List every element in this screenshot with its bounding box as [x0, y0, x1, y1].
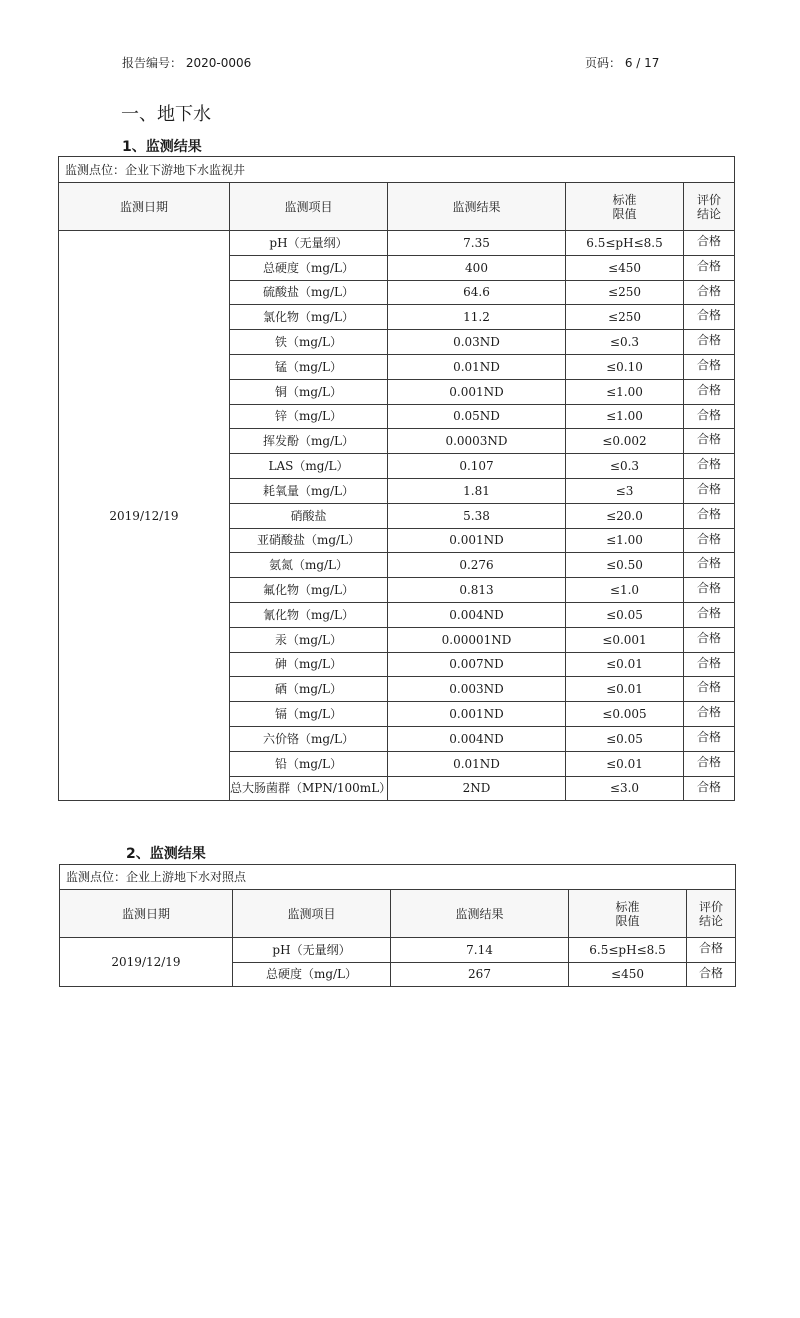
limit-cell: ≤250	[566, 280, 684, 305]
result-cell: 0.004ND	[388, 602, 566, 627]
result-cell: 7.35	[388, 231, 566, 256]
eval-cell: 合格	[684, 627, 735, 652]
limit-cell: ≤0.01	[566, 677, 684, 702]
item-cell: 六价铬（mg/L）	[230, 726, 388, 751]
eval-cell: 合格	[684, 379, 735, 404]
col-eval-header: 评价 结论	[687, 890, 736, 938]
eval-cell: 合格	[684, 404, 735, 429]
item-cell: LAS（mg/L）	[230, 454, 388, 479]
eval-cell: 合格	[684, 553, 735, 578]
result-cell: 0.004ND	[388, 726, 566, 751]
result-cell: 0.003ND	[388, 677, 566, 702]
eval-cell: 合格	[684, 726, 735, 751]
eval-cell: 合格	[684, 503, 735, 528]
item-cell: 挥发酚（mg/L）	[230, 429, 388, 454]
point-row	[59, 157, 735, 183]
limit-cell: ≤450	[566, 255, 684, 280]
result-cell: 0.03ND	[388, 330, 566, 355]
limit-cell: ≤3	[566, 478, 684, 503]
item-cell: 氨氮（mg/L）	[230, 553, 388, 578]
limit-cell: ≤0.50	[566, 553, 684, 578]
limit-cell: ≤20.0	[566, 503, 684, 528]
eval-cell: 合格	[684, 280, 735, 305]
report-number-value: 2020-0006	[185, 56, 252, 70]
results-table-1	[58, 156, 735, 801]
item-cell: 总硬度（mg/L）	[230, 255, 388, 280]
limit-cell: ≤0.05	[566, 602, 684, 627]
item-cell: 锰（mg/L）	[230, 354, 388, 379]
eval-cell: 合格	[684, 305, 735, 330]
eval-cell: 合格	[684, 702, 735, 727]
eval-cell: 合格	[684, 677, 735, 702]
section-1-heading: 1、监测结果	[122, 139, 202, 155]
eval-cell: 合格	[687, 962, 736, 987]
item-cell: 硒（mg/L）	[230, 677, 388, 702]
item-cell: 镉（mg/L）	[230, 702, 388, 727]
item-cell: 总硬度（mg/L）	[233, 962, 391, 987]
item-cell: 耗氧量（mg/L）	[230, 478, 388, 503]
result-cell: 11.2	[388, 305, 566, 330]
item-cell: 锌（mg/L）	[230, 404, 388, 429]
eval-cell: 合格	[684, 776, 735, 801]
limit-cell: ≤1.00	[566, 528, 684, 553]
result-cell: 0.007ND	[388, 652, 566, 677]
result-cell: 400	[388, 255, 566, 280]
limit-cell: ≤0.10	[566, 354, 684, 379]
limit-cell: ≤0.001	[566, 627, 684, 652]
limit-cell: ≤0.3	[566, 330, 684, 355]
limit-cell: 6.5≤pH≤8.5	[569, 938, 687, 963]
page-number-label: 页码：	[585, 56, 622, 70]
page-number	[585, 54, 659, 71]
result-cell: 0.107	[388, 454, 566, 479]
limit-cell: ≤3.0	[566, 776, 684, 801]
item-cell: 砷（mg/L）	[230, 652, 388, 677]
limit-cell: 6.5≤pH≤8.5	[566, 231, 684, 256]
eval-cell: 合格	[684, 429, 735, 454]
eval-cell: 合格	[684, 578, 735, 603]
limit-cell: ≤0.01	[566, 751, 684, 776]
report-number-label: 报告编号：	[122, 56, 183, 70]
result-cell: 0.05ND	[388, 404, 566, 429]
eval-cell: 合格	[684, 255, 735, 280]
result-cell: 2ND	[388, 776, 566, 801]
col-item-header: 监测项目	[230, 183, 388, 231]
result-cell: 0.276	[388, 553, 566, 578]
eval-cell: 合格	[684, 602, 735, 627]
result-cell: 0.001ND	[388, 702, 566, 727]
report-number	[122, 54, 251, 71]
item-cell: 硫酸盐（mg/L）	[230, 280, 388, 305]
col-item-header: 监测项目	[233, 890, 391, 938]
result-cell: 0.01ND	[388, 751, 566, 776]
result-cell: 0.813	[388, 578, 566, 603]
item-cell: pH（无量纲）	[233, 938, 391, 963]
item-cell: pH（无量纲）	[230, 231, 388, 256]
item-cell: 氯化物（mg/L）	[230, 305, 388, 330]
point-row	[60, 865, 736, 890]
table-row	[60, 938, 736, 963]
limit-cell: ≤0.002	[566, 429, 684, 454]
result-cell: 5.38	[388, 503, 566, 528]
results-table-2	[59, 864, 736, 987]
result-cell: 1.81	[388, 478, 566, 503]
eval-cell: 合格	[684, 231, 735, 256]
col-limit-header: 标准 限值	[569, 890, 687, 938]
result-cell: 0.01ND	[388, 354, 566, 379]
limit-cell: ≤1.00	[566, 379, 684, 404]
limit-cell: ≤0.005	[566, 702, 684, 727]
limit-cell: ≤250	[566, 305, 684, 330]
limit-cell: ≤0.3	[566, 454, 684, 479]
eval-cell: 合格	[684, 454, 735, 479]
header-row	[60, 890, 736, 938]
result-cell: 0.001ND	[388, 528, 566, 553]
eval-cell: 合格	[684, 652, 735, 677]
table-row	[59, 231, 735, 256]
monitoring-date: 2019/12/19	[59, 231, 230, 801]
limit-cell: ≤1.00	[566, 404, 684, 429]
col-result-header: 监测结果	[388, 183, 566, 231]
result-cell: 267	[391, 962, 569, 987]
col-result-header: 监测结果	[391, 890, 569, 938]
eval-cell: 合格	[684, 751, 735, 776]
limit-cell: ≤450	[569, 962, 687, 987]
result-cell: 0.00001ND	[388, 627, 566, 652]
col-date-header: 监测日期	[59, 183, 230, 231]
item-cell: 氟化物（mg/L）	[230, 578, 388, 603]
col-date-header: 监测日期	[60, 890, 233, 938]
monitoring-point: 监测点位：企业下游地下水监视井	[59, 157, 735, 183]
col-limit-header: 标准 限值	[566, 183, 684, 231]
page-number-value: 6 / 17	[624, 56, 660, 70]
header-row	[59, 183, 735, 231]
section-2-heading: 2、监测结果	[126, 846, 206, 862]
eval-cell: 合格	[684, 354, 735, 379]
item-cell: 硝酸盐	[230, 503, 388, 528]
eval-cell: 合格	[684, 478, 735, 503]
eval-cell: 合格	[684, 528, 735, 553]
result-cell: 0.001ND	[388, 379, 566, 404]
result-cell: 64.6	[388, 280, 566, 305]
col-eval-header: 评价 结论	[684, 183, 735, 231]
limit-cell: ≤0.05	[566, 726, 684, 751]
monitoring-point: 监测点位：企业上游地下水对照点	[60, 865, 736, 890]
section-title: 一、地下水	[121, 104, 211, 125]
eval-cell: 合格	[687, 938, 736, 963]
limit-cell: ≤1.0	[566, 578, 684, 603]
item-cell: 汞（mg/L）	[230, 627, 388, 652]
item-cell: 铅（mg/L）	[230, 751, 388, 776]
eval-cell: 合格	[684, 330, 735, 355]
limit-cell: ≤0.01	[566, 652, 684, 677]
item-cell: 铁（mg/L）	[230, 330, 388, 355]
result-cell: 7.14	[391, 938, 569, 963]
item-cell: 亚硝酸盐（mg/L）	[230, 528, 388, 553]
result-cell: 0.0003ND	[388, 429, 566, 454]
item-cell: 氰化物（mg/L）	[230, 602, 388, 627]
item-cell: 铜（mg/L）	[230, 379, 388, 404]
item-cell: 总大肠菌群（MPN/100mL）	[230, 776, 388, 801]
monitoring-date: 2019/12/19	[60, 938, 233, 987]
